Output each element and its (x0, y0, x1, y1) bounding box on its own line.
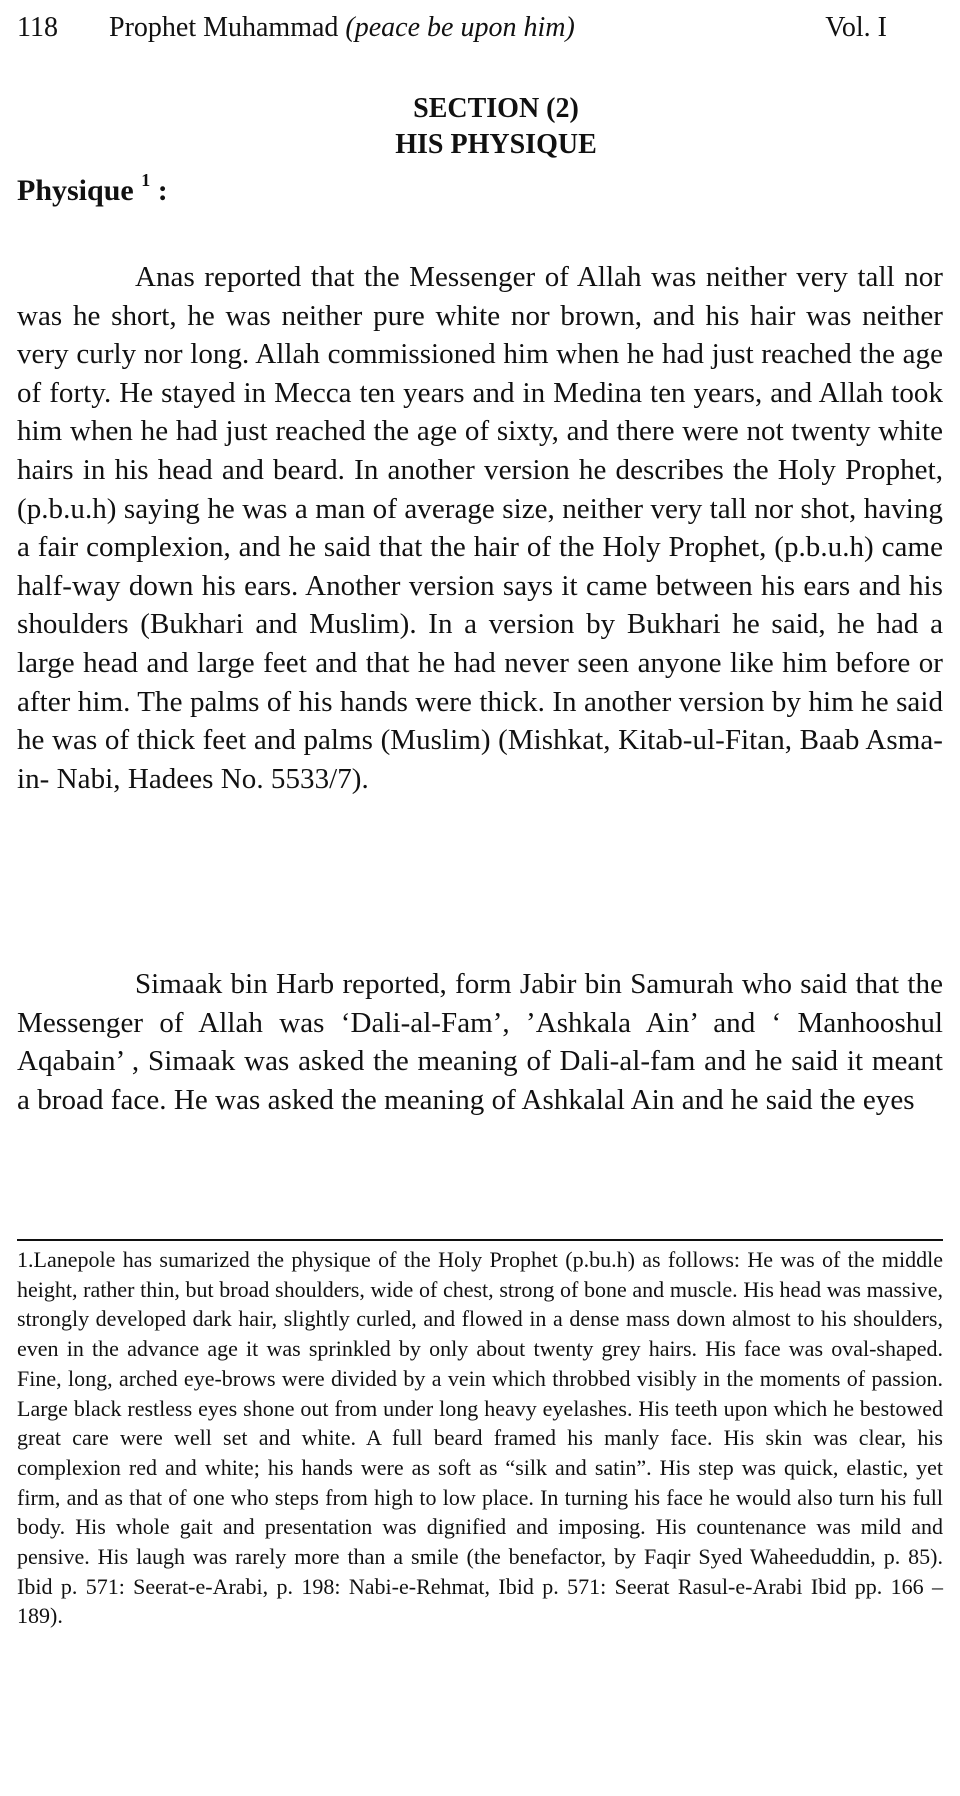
running-header (17, 10, 887, 46)
footnote-reference: 1 (141, 170, 151, 190)
footnote-text: 1.Lanepole has sumarized the physique of the Holy Prophet (p.bu.h) as follows: He was of the middle height, rather thin, but broad shoulders, wide of chest, strong of bone and muscle. His head was massive, strongly developed dark hair, slightly curled, and flowed in a dense mass down almost to his shoulders, even in the advance age it was sprinkled by only about twenty grey hairs. His face was oval-shaped. Fine, long, arched eye-brows were divided by a vein which throbbed visibly in the moments of passion. Large black restless eyes shone out from under long heavy eyelashes. His teeth upon which he bestowed great care were well set and white. A full beard framed his manly face. His skin was clear, his complexion red and white; his hands were as soft as “silk and satin”. His step was quick, elastic, yet firm, and as that of one who steps from high to low place. In turning his face he would also turn his full body. His whole gait and presentation was dignified and imposing. His countenance was mild and pensive. His laugh was rarely more than a smile (the benefactor, by Faqir Syed Waheeduddin, p. 85). Ibid p. 571: Seerat-e-Arabi, p. 198: Nabi-e-Rehmat, Ibid p. 571: Seerat Rasul-e-Arabi Ibid pp. 166 – 189). (17, 1247, 943, 1629)
subheading-text: Physique (17, 174, 134, 207)
section-number: SECTION (2) (413, 93, 579, 124)
book-title (109, 10, 575, 46)
page-number: 118 (17, 12, 58, 43)
volume-label: Vol. I (825, 12, 887, 43)
section-title: HIS PHYSIQUE (395, 129, 597, 160)
subheading (17, 170, 168, 209)
subheading-colon: : (157, 174, 168, 207)
footnote-divider (17, 1239, 943, 1241)
book-title-honorific: (peace be upon him) (345, 12, 575, 43)
body-paragraph-2: Simaak bin Harb reported, form Jabir bin Samurah who said that the Messenger of Allah was ‘Dali-al-Fam’, ’Ashkala Ain’ and ‘ Manhooshul Aqabain’ , Simaak was asked the meaning of Dali-al-fam and he said it meant a broad face. He was asked the meaning of Ashkalal Ain and he said the eyes (17, 968, 943, 1116)
section-heading (0, 91, 960, 163)
body-paragraph-1: Anas reported that the Messenger of Allah was neither very tall nor was he short, he was neither pure white nor brown, and his hair was neither very curly nor long. Allah commissioned him when he had just reached the age of forty. He stayed in Mecca ten years and in Medina ten years, and Allah took him when he had just reached the age of sixty, and there were not twenty white hairs in his head and beard. In another version he describes the Holy Prophet, (p.b.u.h) saying he was a man of average size, neither very tall nor shot, having a fair complexion, and he said that the hair of the Holy Prophet, (p.b.u.h) came half-way down his ears. Another version says it came between his ears and his shoulders (Bukhari and Muslim). In a version by Bukhari he said, he had a large head and large feet and that he had never seen anyone like him before or after him. The palms of his hands were thick. In another version by him he said he was of thick feet and palms (Muslim) (Mishkat, Kitab-ul-Fitan, Baab Asma-in- Nabi, Hadees No. 5533/7). (17, 261, 943, 795)
book-title-text: Prophet Muhammad (109, 12, 339, 43)
